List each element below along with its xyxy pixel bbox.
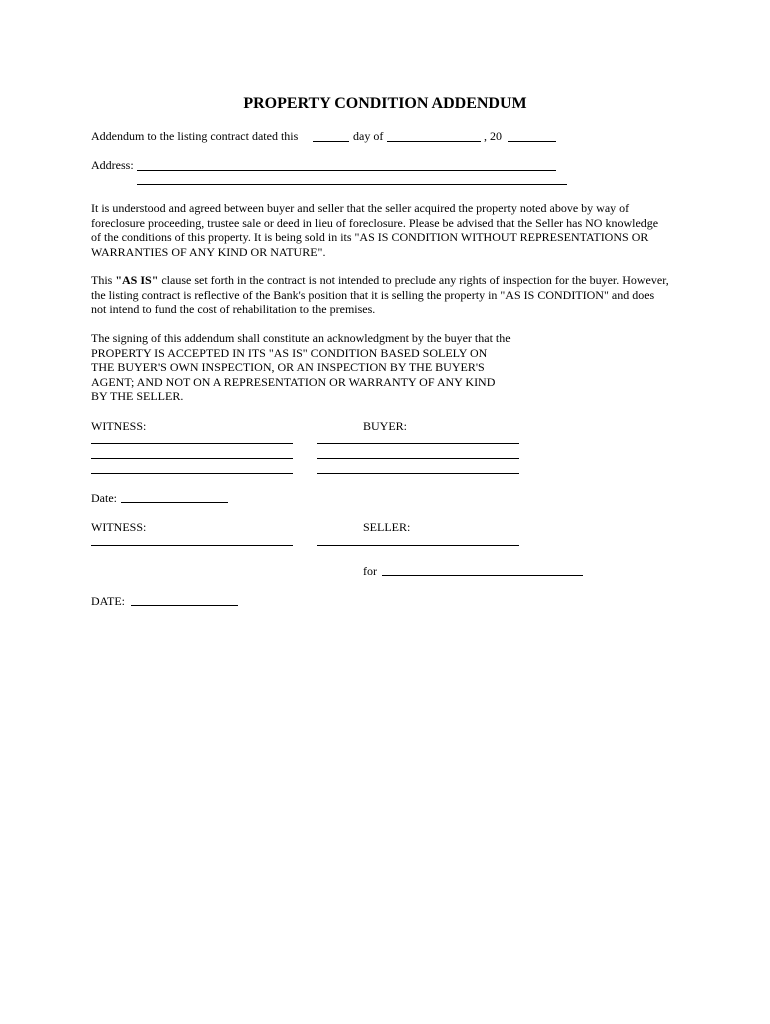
- month-field[interactable]: [387, 141, 481, 142]
- document-title: PROPERTY CONDITION ADDENDUM: [243, 95, 527, 112]
- for-field[interactable]: [382, 575, 583, 576]
- paragraph-as-is-rest: clause set forth in the contract is not intended to preclude any rights of inspection for the buyer. However, the listing contract is reflective of the Bank's position that it is selling the property in "AS IS CONDITION" and does not intend to fund the cost of rehabilitation to the premises.: [91, 273, 669, 316]
- paragraph-as-is-lead: This: [91, 273, 116, 287]
- buyer-signature-line-1[interactable]: [317, 443, 519, 444]
- address-label: Address:: [91, 158, 134, 172]
- buyer-signature-line-3[interactable]: [317, 473, 519, 474]
- acknowledgment-line: The signing of this addendum shall constitute an acknowledgment by the buyer that the: [91, 331, 511, 345]
- year-field[interactable]: [508, 141, 556, 142]
- witness-signature-line-1[interactable]: [91, 443, 293, 444]
- witness-label: WITNESS:: [91, 419, 147, 433]
- paragraph-as-is-clause: [91, 273, 671, 317]
- acknowledgment-line: THE BUYER'S OWN INSPECTION, OR AN INSPECTION BY THE BUYER'S: [91, 360, 485, 374]
- address-field-line-1[interactable]: [137, 170, 556, 171]
- buyer-signature-line-2[interactable]: [317, 458, 519, 459]
- address-field-line-2[interactable]: [137, 184, 567, 185]
- paragraph-acknowledgment: [91, 331, 691, 404]
- date-caps-label: DATE:: [91, 594, 125, 608]
- dated-line-prefix: Addendum to the listing contract dated this: [91, 129, 299, 143]
- witness-signature-line-4[interactable]: [91, 545, 293, 546]
- as-is-bold-text: "AS IS": [115, 273, 159, 287]
- acknowledgment-line: PROPERTY IS ACCEPTED IN ITS "AS IS" CONDITION BASED SOLELY ON: [91, 345, 488, 360]
- date-caps-field[interactable]: [131, 605, 238, 606]
- witness-label: WITNESS:: [91, 520, 147, 534]
- witness-signature-line-2[interactable]: [91, 458, 293, 459]
- for-label: for: [363, 564, 377, 578]
- buyer-label: BUYER:: [363, 419, 408, 433]
- acknowledgment-line: AGENT; AND NOT ON A REPRESENTATION OR WARRANTY OF ANY KIND: [91, 374, 496, 389]
- seller-signature-line[interactable]: [317, 545, 519, 546]
- year-prefix-text: , 20: [484, 129, 502, 143]
- paragraph-foreclosure: It is understood and agreed between buyer and seller that the seller acquired the property noted above by way of foreclosure proceeding, trustee sale or deed in lieu of foreclosure. Please be advised that the Seller has NO knowledge of the conditions of this property. It is being sold in its "AS IS CONDITION WITHOUT REPRESENTATIONS OR WARRANTIES OF ANY KIND OR NATURE".: [91, 201, 659, 259]
- acknowledgment-line: BY THE SELLER.: [91, 389, 184, 403]
- day-of-text: day of: [353, 129, 384, 143]
- day-field[interactable]: [313, 141, 349, 142]
- date-label: Date:: [91, 491, 117, 505]
- witness-signature-line-3[interactable]: [91, 473, 293, 474]
- date-field[interactable]: [121, 502, 228, 503]
- seller-label: SELLER:: [363, 520, 411, 534]
